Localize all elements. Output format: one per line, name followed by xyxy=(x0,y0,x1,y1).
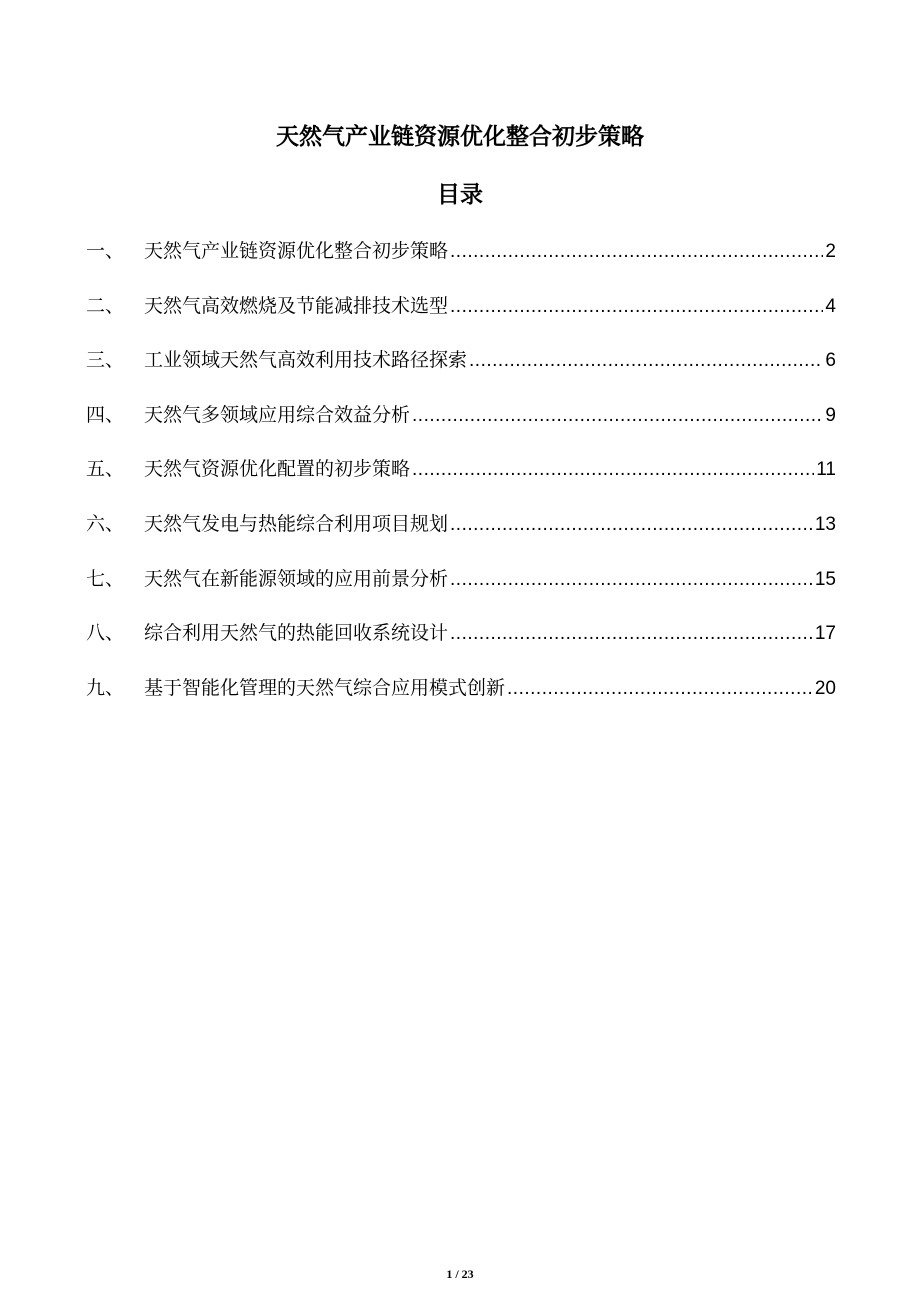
toc-entry-title[interactable]: 天然气多领域应用综合效益分析 xyxy=(144,403,411,426)
toc-entry-page[interactable]: 15 xyxy=(814,568,836,590)
toc-leader-dots xyxy=(412,452,814,488)
toc-entry-1[interactable] xyxy=(86,233,836,288)
toc-leader-dots xyxy=(450,234,823,270)
toc-entry-3[interactable] xyxy=(86,342,836,397)
toc-entry-5[interactable] xyxy=(86,451,836,506)
toc-entry-7[interactable] xyxy=(86,561,836,616)
toc-entry-page[interactable]: 6 xyxy=(825,350,836,372)
toc-entry-6[interactable] xyxy=(86,506,836,561)
toc-leader-dots xyxy=(450,562,813,598)
toc-entry-page[interactable]: 4 xyxy=(825,295,836,317)
toc-entry-page[interactable]: 20 xyxy=(814,677,836,699)
toc-entry-title[interactable]: 天然气在新能源领域的应用前景分析 xyxy=(144,567,449,590)
toc-leader-dots xyxy=(507,671,813,707)
toc-entry-title[interactable]: 天然气高效燃烧及节能减排技术选型 xyxy=(144,294,449,317)
toc-entry-number: 八、 xyxy=(86,622,125,645)
page-number-footer: 1 / 23 xyxy=(446,1267,474,1281)
toc-entry-page[interactable]: 11 xyxy=(816,459,836,481)
toc-entry-number: 二、 xyxy=(86,294,125,317)
toc-entry-number: 六、 xyxy=(86,512,125,535)
toc-entry-9[interactable] xyxy=(86,670,836,725)
toc-entry-title[interactable]: 基于智能化管理的天然气综合应用模式创新 xyxy=(144,676,506,699)
toc-entry-title[interactable]: 天然气发电与热能综合利用项目规划 xyxy=(144,512,449,535)
toc-entry-title[interactable]: 天然气资源优化配置的初步策略 xyxy=(144,458,411,481)
toc-entry-number: 四、 xyxy=(86,403,125,426)
toc-entry-number: 七、 xyxy=(86,567,125,590)
toc-entry-title[interactable]: 综合利用天然气的热能回收系统设计 xyxy=(144,622,449,645)
toc-entry-4[interactable] xyxy=(86,397,836,452)
toc-entry-number: 一、 xyxy=(86,240,125,262)
toc-entry-page[interactable]: 2 xyxy=(825,241,836,262)
document-title: 天然气产业链资源优化整合初步策略 xyxy=(276,124,644,150)
toc-leader-dots xyxy=(412,398,823,434)
toc-entry-2[interactable] xyxy=(86,288,836,343)
toc-entry-8[interactable] xyxy=(86,615,836,670)
toc-entry-number: 九、 xyxy=(86,676,125,699)
toc-entry-page[interactable]: 9 xyxy=(825,404,836,426)
toc-leader-dots xyxy=(450,289,823,325)
table-of-contents xyxy=(86,233,836,724)
toc-entry-title[interactable]: 天然气产业链资源优化整合初步策略 xyxy=(144,240,449,262)
toc-leader-dots xyxy=(469,343,823,379)
toc-entry-number: 三、 xyxy=(86,349,125,372)
toc-entry-title[interactable]: 工业领域天然气高效利用技术路径探索 xyxy=(144,349,468,372)
toc-entry-page[interactable]: 17 xyxy=(814,623,836,645)
toc-leader-dots xyxy=(450,616,813,652)
toc-leader-dots xyxy=(450,507,813,543)
toc-entry-number: 五、 xyxy=(86,458,125,481)
toc-entry-page[interactable]: 13 xyxy=(814,513,836,535)
toc-heading: 目录 xyxy=(437,182,483,208)
